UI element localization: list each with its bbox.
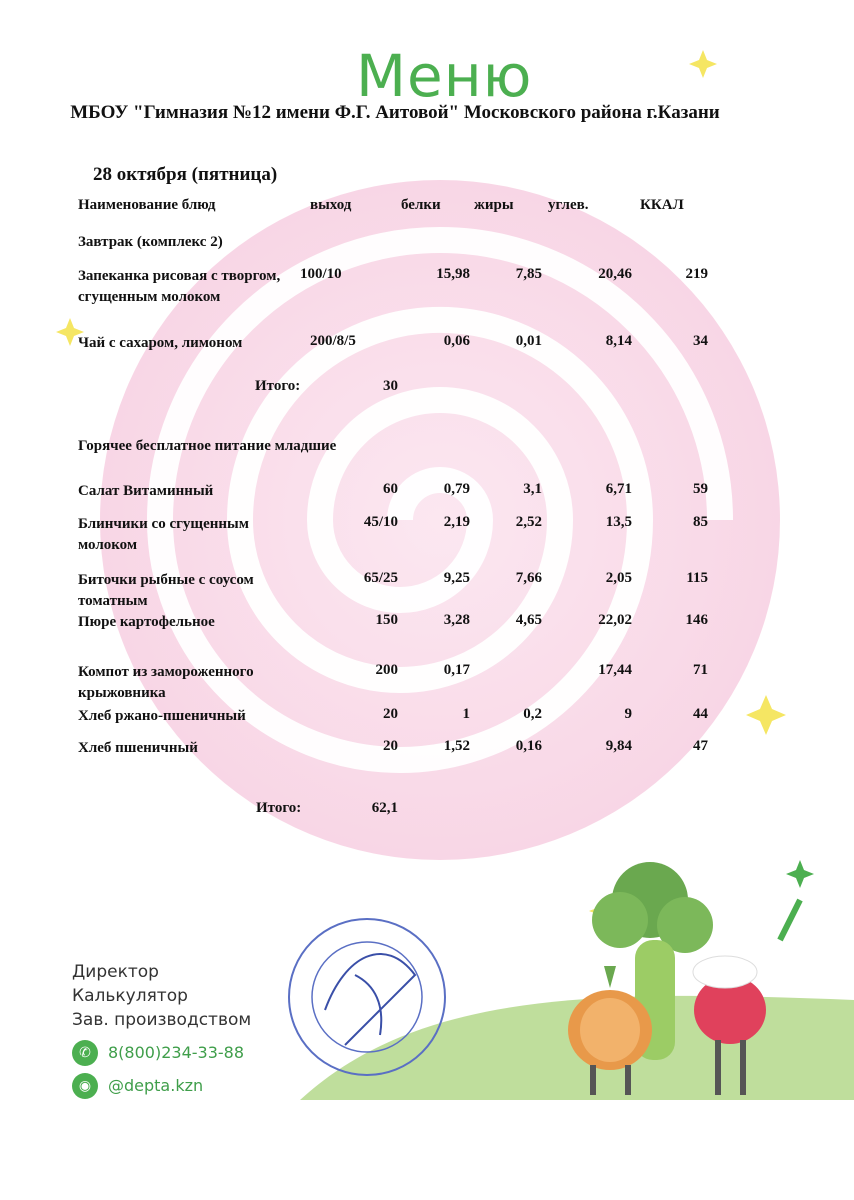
breakfast-row-carbs: 20,46 — [598, 266, 632, 282]
breakfast-row-fat: 0,01 — [515, 333, 542, 349]
lunch-row-protein: 2,19 — [443, 514, 470, 530]
breakfast-row-kcal: 219 — [685, 266, 708, 282]
official-stamp — [285, 915, 450, 1080]
lunch-row-kcal: 115 — [686, 570, 708, 586]
lunch-row-carbs: 22,02 — [598, 612, 632, 628]
lunch-row-protein: 9,25 — [443, 570, 470, 586]
phone-icon: ✆ — [72, 1040, 98, 1066]
menu-date: 28 октября (пятница) — [93, 164, 278, 185]
breakfast-total-value: 30 — [383, 378, 398, 394]
header-carbs: углев. — [548, 197, 589, 213]
vegetable-characters-illustration — [530, 860, 830, 1100]
lunch-row-carbs: 13,5 — [605, 514, 632, 530]
footer-instagram[interactable]: @depta.kzn — [108, 1076, 204, 1095]
lunch-row-carbs: 9,84 — [605, 738, 632, 754]
lunch-row-protein: 3,28 — [443, 612, 470, 628]
lunch-total-label: Итого: — [256, 800, 302, 816]
lunch-row-carbs: 17,44 — [598, 662, 632, 678]
lunch-row-name: Хлеб ржано-пшеничный — [78, 708, 246, 724]
breakfast-row-name: Запеканка рисовая с творгом, сгущенным молоком — [78, 268, 281, 305]
lunch-row-protein: 0,17 — [443, 662, 470, 678]
breakfast-row-carbs: 8,14 — [605, 333, 632, 349]
lunch-row-fat: 0,16 — [515, 738, 542, 754]
lunch-row-name: Хлеб пшеничный — [78, 740, 198, 756]
lunch-row-carbs: 9 — [624, 706, 632, 722]
breakfast-row-output: 200/8/5 — [310, 333, 356, 349]
lunch-row-output: 150 — [375, 612, 398, 628]
breakfast-row-output: 100/10 — [300, 266, 342, 282]
lunch-row-output: 65/25 — [363, 570, 398, 586]
breakfast-row-fat: 7,85 — [515, 266, 542, 282]
lunch-row-output: 45/10 — [363, 514, 398, 530]
footer-role-calculator: Калькулятор — [72, 986, 188, 1006]
lunch-row-kcal: 44 — [693, 706, 708, 722]
header-fat: жиры — [474, 197, 514, 213]
footer-role-production-head: Зав. производством — [72, 1010, 252, 1030]
lunch-row-kcal: 85 — [693, 514, 708, 530]
lunch-row-fat: 4,65 — [515, 612, 542, 628]
lunch-row-fat: 3,1 — [523, 481, 542, 497]
lunch-row-name: Блинчики со сгущенным молоком — [78, 516, 249, 553]
lunch-row-kcal: 59 — [693, 481, 708, 497]
lunch-row-name: Пюре картофельное — [78, 614, 215, 630]
lunch-row-name: Салат Витаминный — [78, 483, 214, 499]
lunch-row-output: 200 — [375, 662, 398, 678]
lunch-row-kcal: 146 — [685, 612, 708, 628]
footer-phone[interactable]: 8(800)234-33-88 — [108, 1043, 245, 1062]
lunch-row-carbs: 6,71 — [605, 481, 632, 497]
footer-role-director: Директор — [72, 962, 159, 982]
breakfast-title: Завтрак (комплекс 2) — [78, 234, 223, 250]
lunch-row-protein: 0,79 — [443, 481, 470, 497]
lunch-row-output: 60 — [383, 481, 398, 497]
breakfast-row-protein: 0,06 — [443, 333, 470, 349]
header-name: Наименование блюд — [78, 197, 216, 213]
lunch-total-value: 62,1 — [371, 800, 398, 816]
lunch-row-kcal: 71 — [693, 662, 708, 678]
school-name: МБОУ "Гимназия №12 имени Ф.Г. Аитовой" Московского района г.Казани — [70, 102, 720, 123]
instagram-icon: ◉ — [72, 1073, 98, 1099]
breakfast-row-kcal: 34 — [693, 333, 708, 349]
header-protein: белки — [401, 197, 441, 213]
header-output: выход — [310, 197, 352, 213]
lunch-row-name: Компот из замороженного крыжовника — [78, 664, 254, 701]
lunch-row-fat: 0,2 — [523, 706, 542, 722]
lunch-row-kcal: 47 — [693, 738, 708, 754]
lunch-row-name: Биточки рыбные с соусом томатным — [78, 572, 254, 609]
menu-title-script: Меню — [356, 42, 533, 110]
lunch-row-protein: 1,52 — [443, 738, 470, 754]
lunch-row-carbs: 2,05 — [605, 570, 632, 586]
lunch-row-output: 20 — [383, 738, 398, 754]
header-kcal: ККАЛ — [640, 197, 684, 213]
lunch-row-output: 20 — [383, 706, 398, 722]
lunch-title: Горячее бесплатное питание младшие — [78, 438, 337, 454]
lunch-row-protein: 1 — [462, 706, 470, 722]
breakfast-row-name: Чай с сахаром, лимоном — [78, 335, 243, 351]
lunch-row-fat: 2,52 — [515, 514, 542, 530]
breakfast-total-label: Итого: — [255, 378, 301, 394]
lunch-row-fat: 7,66 — [515, 570, 542, 586]
breakfast-row-protein: 15,98 — [436, 266, 470, 282]
